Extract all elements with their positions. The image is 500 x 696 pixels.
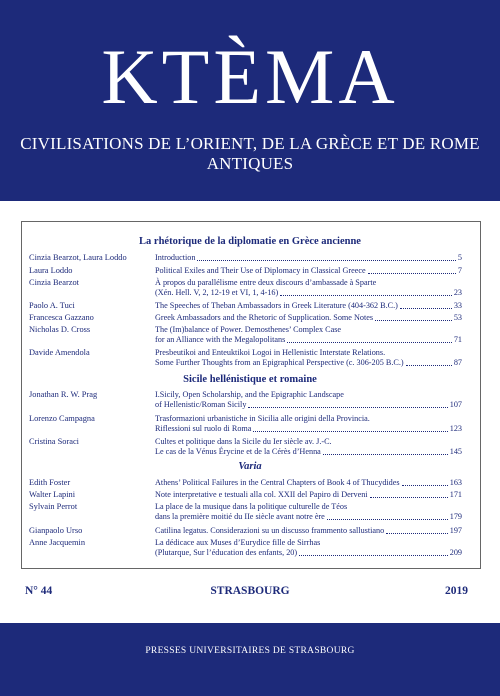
toc-page-number: 209	[449, 548, 462, 557]
toc-page-number: 53	[453, 313, 462, 322]
toc-author: Davide Amendola	[29, 348, 90, 357]
toc-page-number: 197	[449, 526, 462, 535]
section-heading: La rhétorique de la diplomatie en Grèce ancienne	[139, 236, 361, 247]
toc-entry	[155, 301, 462, 311]
toc-title-line: The Speeches of Theban Ambassadors in Greek Literature (404-362 B.C.)	[155, 301, 398, 310]
toc-title-line: The (Im)balance of Power. Demosthenes’ Complex Case	[155, 325, 342, 334]
toc-entry	[155, 526, 462, 536]
toc-title-line: for an Alliance with the Megalopolitans	[155, 335, 286, 344]
toc-title-line: Catilina legatus. Considerazioni su un discusso frammento sallustiano	[155, 526, 385, 535]
toc-entry	[155, 313, 462, 323]
toc-author: Cinzia Bearzot, Laura Loddo	[29, 253, 127, 262]
toc-page-number: 171	[449, 490, 462, 499]
toc-author: Edith Foster	[29, 478, 71, 487]
toc-page-number: 5	[457, 253, 462, 262]
toc-title-line: À propos du parallélisme entre deux discours d’ambassade à Sparte	[155, 278, 377, 287]
toc-entry	[155, 253, 462, 263]
toc-page-number: 33	[453, 301, 462, 310]
toc-page-number: 163	[449, 478, 462, 487]
toc-title-line: dans la première moitié du IIe siècle avant notre ère	[155, 512, 325, 521]
toc-author: Cristina Soraci	[29, 437, 80, 446]
issue-number: N° 44	[25, 585, 53, 597]
toc-page-number: 71	[453, 335, 462, 344]
toc-title-line: (Plutarque, Sur l’éducation des enfants, 20)	[155, 548, 298, 557]
toc-title-line: Some Further Thoughts from an Epigraphical Perspective (c. 306-205 B.C.)	[155, 358, 404, 367]
footer-band	[0, 623, 500, 696]
journal-subtitle: CIVILISATIONS DE L’ORIENT, DE LA GRÈCE ET DE ROME ANTIQUES	[20, 134, 480, 173]
toc-entry	[155, 390, 462, 410]
toc-author: Laura Loddo	[29, 266, 73, 275]
toc-author: Gianpaolo Urso	[29, 526, 83, 535]
toc-author: Anne Jacquemin	[29, 538, 86, 547]
toc-title-line: Trasformazioni urbanistiche in Sicilia alle origini della Provincia.	[155, 414, 370, 423]
toc-author: Nicholas D. Cross	[29, 325, 91, 334]
toc-entry	[155, 502, 462, 522]
publisher-name: PRESSES UNIVERSITAIRES DE STRASBOURG	[145, 646, 355, 656]
toc-page-number: 107	[449, 400, 462, 409]
toc-title-line: La place de la musique dans la politique culturelle de Téos	[155, 502, 348, 511]
toc-title-line: Cultes et politique dans la Sicile du Ier siècle av. J.-C.	[155, 437, 332, 446]
section-heading: Varia	[238, 461, 262, 472]
toc-author: Sylvain Perrot	[29, 502, 78, 511]
toc-page-number: 7	[457, 266, 462, 275]
toc-title-line: Presbeutikoi and Enteuktikoi Logoi in Hellenistic Interstate Relations.	[155, 348, 386, 357]
toc-entry	[155, 490, 462, 500]
toc-author: Jonathan R. W. Prag	[29, 390, 98, 399]
toc-title-line: Le cas de la Vénus Érycine et de la Cérès d’Henna	[155, 447, 321, 456]
toc-title-line: La dédicace aux Muses d’Eurydice fille de Sirrhas	[155, 538, 321, 547]
toc-entry	[155, 266, 462, 276]
toc-author: Cinzia Bearzot	[29, 278, 79, 287]
publication-year: 2019	[445, 585, 468, 597]
journal-title: KTÈMA	[101, 33, 399, 120]
toc-page-number: 145	[449, 447, 462, 456]
section-heading: Sicile hellénistique et romaine	[183, 374, 317, 385]
toc-title-line: Greek Ambassadors and the Rhetoric of Supplication. Some Notes	[155, 313, 374, 322]
toc-title-line: Introduction	[155, 253, 196, 262]
toc-entry	[155, 538, 462, 558]
toc-author: Paolo A. Tuci	[29, 301, 75, 310]
toc-author: Lorenzo Campagna	[29, 414, 95, 423]
toc-entry	[155, 414, 462, 434]
toc-entry	[155, 437, 462, 457]
toc-title-line: Athens’ Political Failures in the Central Chapters of Book 4 of Thucydides	[155, 478, 400, 487]
toc-page-number: 87	[453, 358, 462, 367]
toc-page-number: 179	[449, 512, 462, 521]
toc-title-line: of Hellenistic/Roman Sicily	[155, 400, 247, 409]
toc-entry	[155, 348, 462, 368]
toc-entry	[155, 478, 462, 488]
toc-entry	[155, 325, 462, 345]
toc-author: Walter Lapini	[29, 490, 76, 499]
toc-title-line: Note interpretative e testuali alla col. XXII del Papiro di Derveni	[155, 490, 368, 499]
toc-title-line: I.Sicily, Open Scholarship, and the Epigraphic Landscape	[155, 390, 344, 399]
publication-city: STRASBOURG	[210, 585, 290, 597]
toc-title-line: Riflessioni sul ruolo di Roma	[155, 424, 252, 433]
toc-page-number: 123	[449, 424, 462, 433]
toc-entry	[155, 278, 462, 298]
toc-title-line: Political Exiles and Their Use of Diplomacy in Classical Greece	[155, 266, 366, 275]
toc-author: Francesca Gazzano	[29, 313, 94, 322]
toc-page-number: 23	[453, 288, 462, 297]
toc-title-line: (Xén. Hell. V, 2, 12-19 et VI, 1, 4-16)	[155, 288, 279, 297]
